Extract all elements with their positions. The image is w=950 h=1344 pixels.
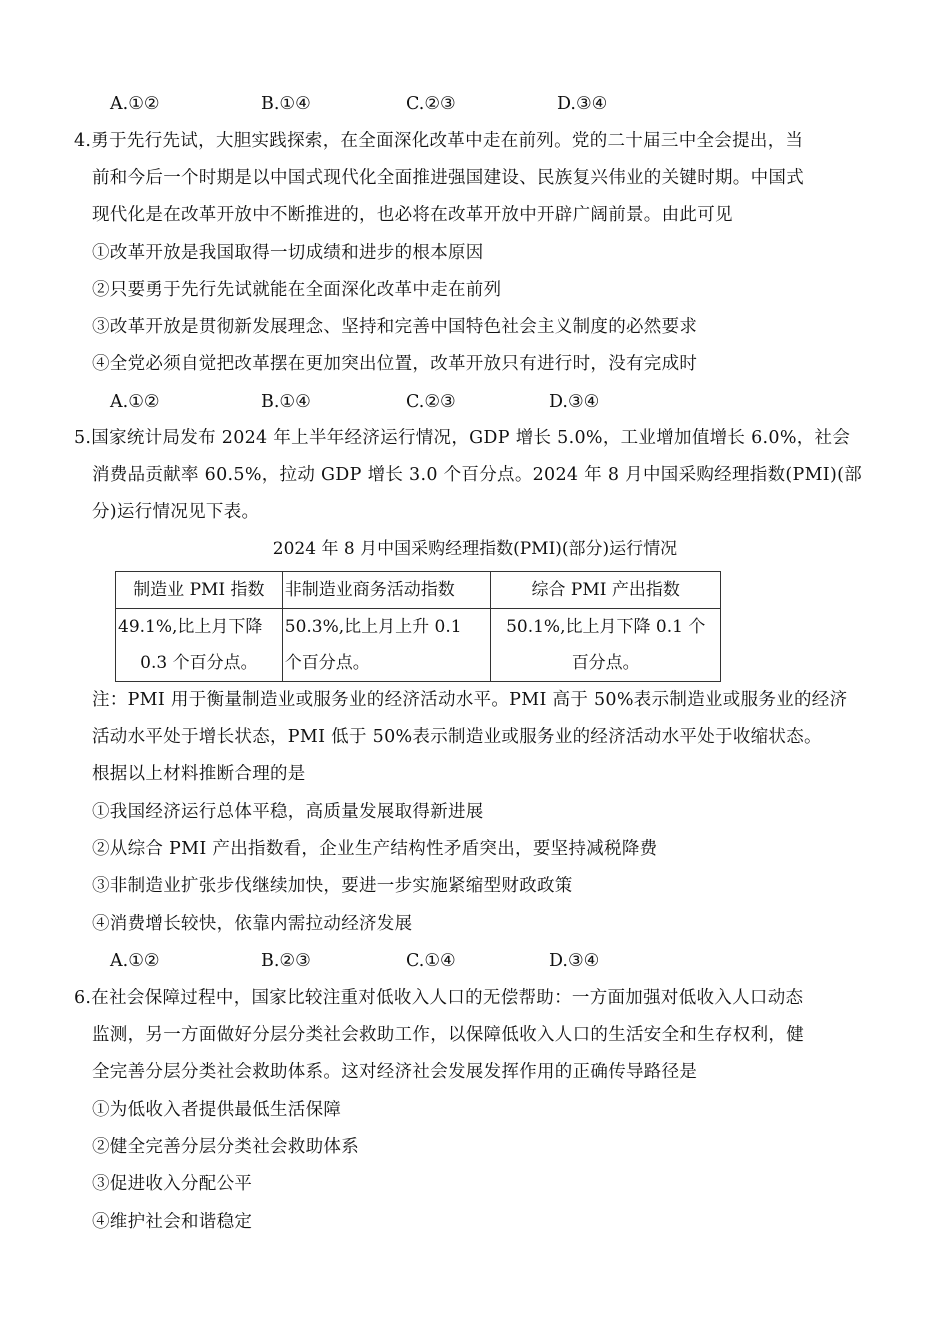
table-cell — [282, 609, 491, 682]
cell-line: 个百分点。 — [284, 653, 370, 673]
q6-stem-line-1: 6.在社会保障过程中，国家比较注重对低收入人口的无偿帮助：一方面加强对低收入人口动态 — [74, 988, 804, 1008]
q5-stem-line-1: 5.国家统计局发布 2024 年上半年经济运行情况，GDP 增长 5.0%，工业增加值增长 6.0%，社会 — [74, 428, 851, 448]
q5-choice-d[interactable]: D.③④ — [549, 951, 600, 971]
cell-line: 50.1%,比上月下降 0.1 个 — [506, 617, 706, 637]
q5-prompt: 根据以上材料推断合理的是 — [92, 764, 306, 784]
cell-line: 50.3%,比上月上升 0.1 — [284, 617, 462, 637]
table-header-cell: 非制造业商务活动指数 — [282, 572, 491, 609]
q5-option-2: ②从综合 PMI 产出指数看，企业生产结构性矛盾突出，要坚持减税降费 — [92, 839, 658, 859]
q3-choices — [0, 92, 950, 116]
q4-option-1: ①改革开放是我国取得一切成绩和进步的根本原因 — [92, 243, 484, 263]
table-header-cell: 制造业 PMI 指数 — [116, 572, 283, 609]
table-header-cell: 综合 PMI 产出指数 — [491, 572, 721, 609]
q6-stem-line-3: 全完善分层分类社会救助体系。这对经济社会发展发挥作用的正确传导路径是 — [92, 1062, 698, 1082]
cell-line: 百分点。 — [571, 653, 640, 673]
q5-choice-b[interactable]: B.②③ — [261, 951, 311, 971]
q5-option-3: ③非制造业扩张步伐继续加快，要进一步实施紧缩型财政政策 — [92, 876, 573, 896]
q6-option-3: ③促进收入分配公平 — [92, 1174, 253, 1194]
q5-choice-a[interactable]: A.①② — [110, 951, 160, 971]
q4-stem-line-2: 前和今后一个时期是以中国式现代化全面推进强国建设、民族复兴伟业的关键时期。中国式 — [92, 168, 804, 188]
q4-choices — [0, 390, 950, 414]
q5-stem-line-2: 消费品贡献率 60.5%，拉动 GDP 增长 3.0 个百分点。2024 年 8 月中国采购经理指数(PMI)(部 — [92, 465, 863, 485]
q4-stem-line-1: 4.勇于先行先试，大胆实践探索，在全面深化改革中走在前列。党的二十届三中全会提出，当 — [74, 131, 804, 151]
q3-choice-a[interactable]: A.①② — [110, 94, 160, 114]
table-cell — [116, 609, 283, 682]
q5-choice-c[interactable]: C.①④ — [406, 951, 456, 971]
q4-option-3: ③改革开放是贯彻新发展理念、坚持和完善中国特色社会主义制度的必然要求 — [92, 317, 698, 337]
q4-option-4: ④全党必须自觉把改革摆在更加突出位置，改革开放只有进行时，没有完成时 — [92, 354, 698, 374]
cell-line: 0.3 个百分点。 — [140, 653, 258, 673]
q5-note-line-2: 活动水平处于增长状态，PMI 低于 50%表示制造业或服务业的经济活动水平处于收缩状态。 — [92, 727, 822, 747]
q4-choice-c[interactable]: C.②③ — [406, 392, 456, 412]
q3-choice-b[interactable]: B.①④ — [261, 94, 311, 114]
table-cell — [491, 609, 721, 682]
q4-choice-d[interactable]: D.③④ — [549, 392, 600, 412]
q6-option-1: ①为低收入者提供最低生活保障 — [92, 1100, 342, 1120]
q4-choice-a[interactable]: A.①② — [110, 392, 160, 412]
q5-note-line-1: 注：PMI 用于衡量制造业或服务业的经济活动水平。PMI 高于 50%表示制造业或服务业的经济 — [92, 690, 848, 710]
table-header-row — [116, 572, 721, 609]
q6-option-2: ②健全完善分层分类社会救助体系 — [92, 1137, 359, 1157]
q4-stem-line-3: 现代化是在改革开放中不断推进的，也必将在改革开放中开辟广阔前景。由此可见 — [92, 205, 733, 225]
cell-line: 49.1%,比上月下降 — [118, 617, 263, 637]
q3-choice-c[interactable]: C.②③ — [406, 94, 456, 114]
q4-option-2: ②只要勇于先行先试就能在全面深化改革中走在前列 — [92, 280, 502, 300]
q5-choices — [0, 949, 950, 973]
q5-option-1: ①我国经济运行总体平稳，高质量发展取得新进展 — [92, 802, 484, 822]
q5-stem-line-3: 分)运行情况见下表。 — [92, 502, 260, 522]
q6-stem-line-2: 监测，另一方面做好分层分类社会救助工作，以保障低收入人口的生活安全和生存权利，健 — [92, 1025, 804, 1045]
table-row — [116, 609, 721, 682]
table-caption: 2024 年 8 月中国采购经理指数(PMI)(部分)运行情况 — [272, 539, 678, 559]
q6-option-4: ④维护社会和谐稳定 — [92, 1212, 253, 1232]
q3-choice-d[interactable]: D.③④ — [557, 94, 608, 114]
q5-option-4: ④消费增长较快，依靠内需拉动经济发展 — [92, 914, 413, 934]
q4-choice-b[interactable]: B.①④ — [261, 392, 311, 412]
pmi-table — [115, 571, 721, 682]
